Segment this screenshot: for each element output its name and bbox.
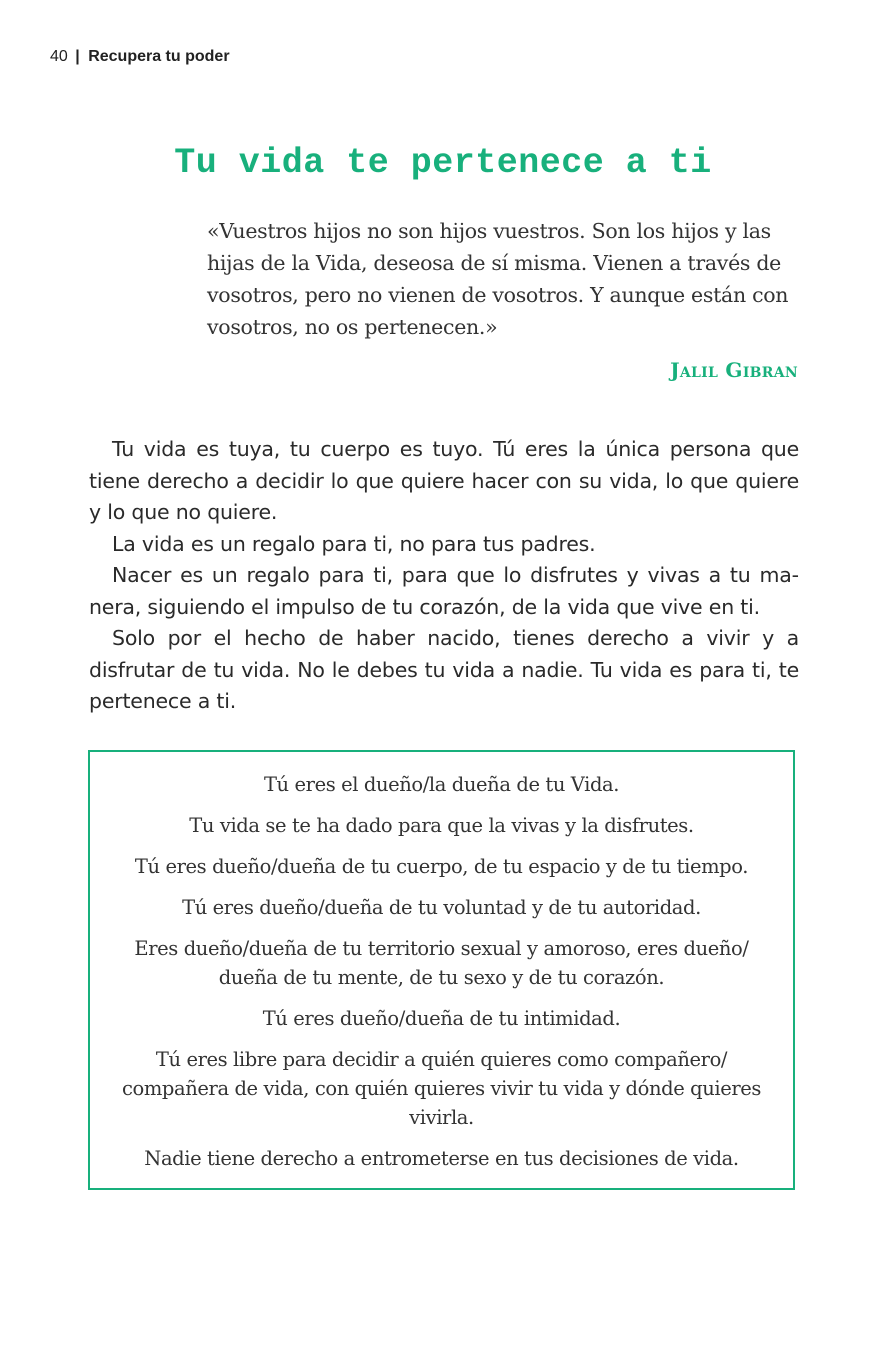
epigraph-author: Jalil Gibran [670, 358, 798, 382]
body-paragraph: La vida es un regalo para ti, no para tus padres. [112, 531, 596, 556]
affirmation: Tú eres el dueño/la dueña de tu Vida. [263, 773, 620, 796]
book-title: Recupera tu poder [88, 48, 230, 65]
body-paragraph: Solo por el hecho de haber nacido, tienes derecho a vivir y a disfrutar de tu vida. No le debes tu vida a nadie. Tu vida es para ti, te pertenece a ti. [89, 626, 799, 713]
body-text [89, 434, 799, 718]
header-separator: | [75, 48, 80, 65]
affirmation: Tu vida se te ha dado para que la vivas y la disfrutes. [189, 814, 694, 837]
page-number: 40 [50, 48, 68, 65]
affirmation: Tú eres dueño/dueña de tu cuerpo, de tu espacio y de tu tiempo. [134, 855, 749, 878]
epigraph-quote: «Vuestros hijos no son hijos vuestros. Son los hijos y las hijas de la Vida, deseosa de sí misma. Vienen a través de vosotros, pero no vienen de vosotros. Y aunque están con vosotros, no os pertenecen.» [207, 219, 789, 339]
affirmation: Tú eres dueño/dueña de tu voluntad y de tu autoridad. [182, 896, 701, 919]
affirmation: Tú eres dueño/dueña de tu intimidad. [262, 1007, 621, 1030]
body-paragraph: Tu vida es tuya, tu cuerpo es tuyo. Tú eres la única persona que tiene derecho a decidir lo que quiere hacer con su vida, lo que quiere y lo que no quiere. [89, 437, 799, 524]
body-paragraph: Nacer es un regalo para ti, para que lo disfrutes y vivas a tu manera, siguiendo el impulso de tu corazón, de la vida que vive en ti. [89, 563, 799, 619]
affirmation: Tú eres libre para decidir a quién quieres como compañero/ compañera de vida, con quién quieres vivir tu vida y dónde quieres vivirla. [121, 1048, 762, 1129]
running-header [50, 48, 230, 66]
affirmation: Nadie tiene derecho a entrometerse en tus decisiones de vida. [144, 1147, 739, 1170]
affirmation-box [88, 750, 795, 1190]
chapter-title: Tu vida te pertenece a ti [174, 143, 712, 183]
affirmation: Eres dueño/dueña de tu territorio sexual y amoroso, eres dueño/ dueña de tu mente, de tu sexo y de tu corazón. [134, 937, 749, 989]
